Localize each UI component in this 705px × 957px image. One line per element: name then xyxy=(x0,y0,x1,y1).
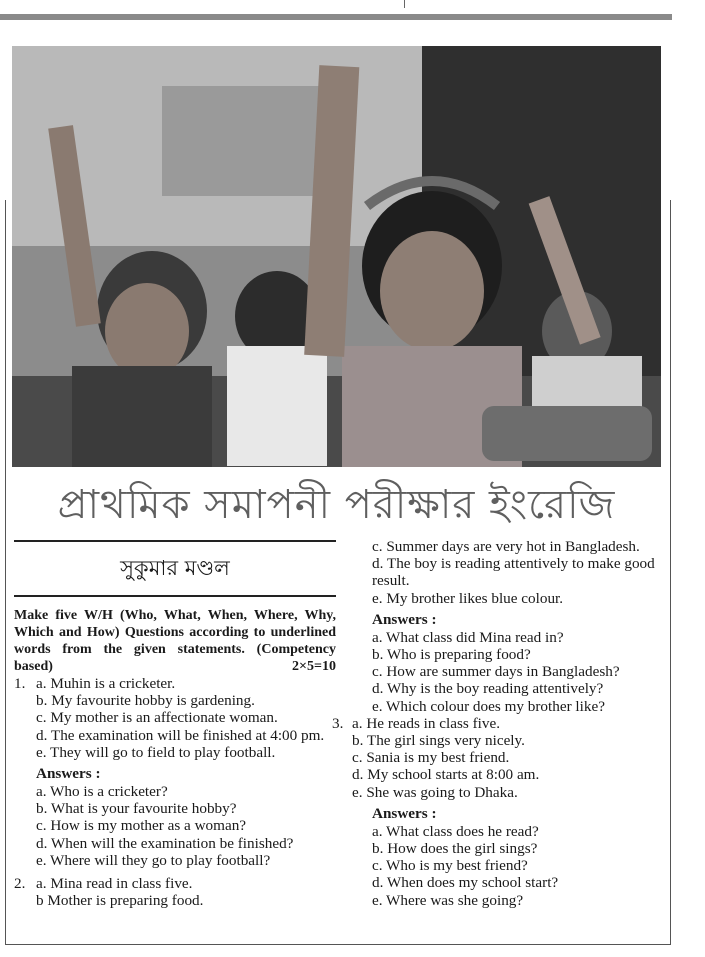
frame-bottom-rule xyxy=(5,944,671,945)
answers-heading: Answers : xyxy=(372,610,437,628)
statement: b. My favourite hobby is gardening. xyxy=(36,692,255,710)
headline: প্রাথমিক সমাপনী পরীক্ষার ইংরেজি xyxy=(57,482,616,528)
answers-2 xyxy=(352,629,664,715)
right-column xyxy=(332,538,664,909)
statement: e. She was going to Dhaka. xyxy=(352,783,518,801)
statement: d. The examination will be finished at 4:00 pm. xyxy=(36,726,325,744)
answer: c. How is my mother as a woman? xyxy=(36,817,247,835)
answer: b. What is your favourite hobby? xyxy=(36,800,237,818)
statement: a. He reads in class five. xyxy=(352,714,501,732)
answers-heading: Answers : xyxy=(36,765,101,783)
author-bottom-rule xyxy=(14,595,336,597)
frame-right-rule xyxy=(670,200,671,945)
item-number: 1. xyxy=(14,675,26,692)
item-2 xyxy=(14,875,336,909)
item-3 xyxy=(332,715,664,801)
answers-1 xyxy=(14,783,336,869)
question-instruction xyxy=(14,607,336,675)
statement: c. My mother is an affectionate woman. xyxy=(36,709,278,727)
statement: d. The boy is reading attentively to make good result. xyxy=(372,555,655,590)
top-mark xyxy=(404,0,405,8)
answer: b. Who is preparing food? xyxy=(372,646,531,664)
answer: a. What class did Mina read in? xyxy=(372,628,564,646)
classroom-photo xyxy=(12,46,661,467)
statement: a. Muhin is a cricketer. xyxy=(36,675,176,692)
answers-heading: Answers : xyxy=(372,804,437,822)
answer: a. Who is a cricketer? xyxy=(36,783,168,801)
question-marks: 2×5=10 xyxy=(292,659,336,674)
statement: b. The girl sings very nicely. xyxy=(352,732,525,750)
answer: d. When will the examination be finished? xyxy=(36,834,294,852)
item-2-continued xyxy=(352,538,664,607)
left-column xyxy=(14,540,336,909)
statement: c. Summer days are very hot in Bangladesh. xyxy=(372,538,640,555)
item-number: 3. xyxy=(332,714,344,732)
author-name: সুকুমার মণ্ডল xyxy=(120,556,230,580)
answer: b. How does the girl sings? xyxy=(372,840,538,858)
answer: c. Who is my best friend? xyxy=(372,857,528,875)
statement: e. They will go to field to play football. xyxy=(36,743,276,761)
top-rule xyxy=(0,14,672,20)
answer: e. Which colour does my brother like? xyxy=(372,697,605,715)
answers-3 xyxy=(352,823,664,909)
statement: c. Sania is my best friend. xyxy=(352,749,510,767)
statement: b Mother is preparing food. xyxy=(36,892,204,910)
statement: d. My school starts at 8:00 am. xyxy=(352,766,540,784)
answer: e. Where will they go to play football? xyxy=(36,851,271,869)
answer: e. Where was she going? xyxy=(372,891,524,909)
frame-left-rule xyxy=(5,200,6,945)
statement: e. My brother likes blue colour. xyxy=(372,589,564,607)
item-number: 2. xyxy=(14,875,26,893)
answer: a. What class does he read? xyxy=(372,822,539,840)
answer: c. How are summer days in Bangladesh? xyxy=(372,663,620,681)
answer: d. Why is the boy reading attentively? xyxy=(372,680,604,698)
answer: d. When does my school start? xyxy=(372,874,559,892)
question-text: Make five W/H (Who, What, When, Where, Why, Which and How) Questions according to underlined words from the given statements. (Competency based) xyxy=(14,608,336,674)
statement: a. Mina read in class five. xyxy=(36,875,193,893)
item-1 xyxy=(14,675,336,761)
